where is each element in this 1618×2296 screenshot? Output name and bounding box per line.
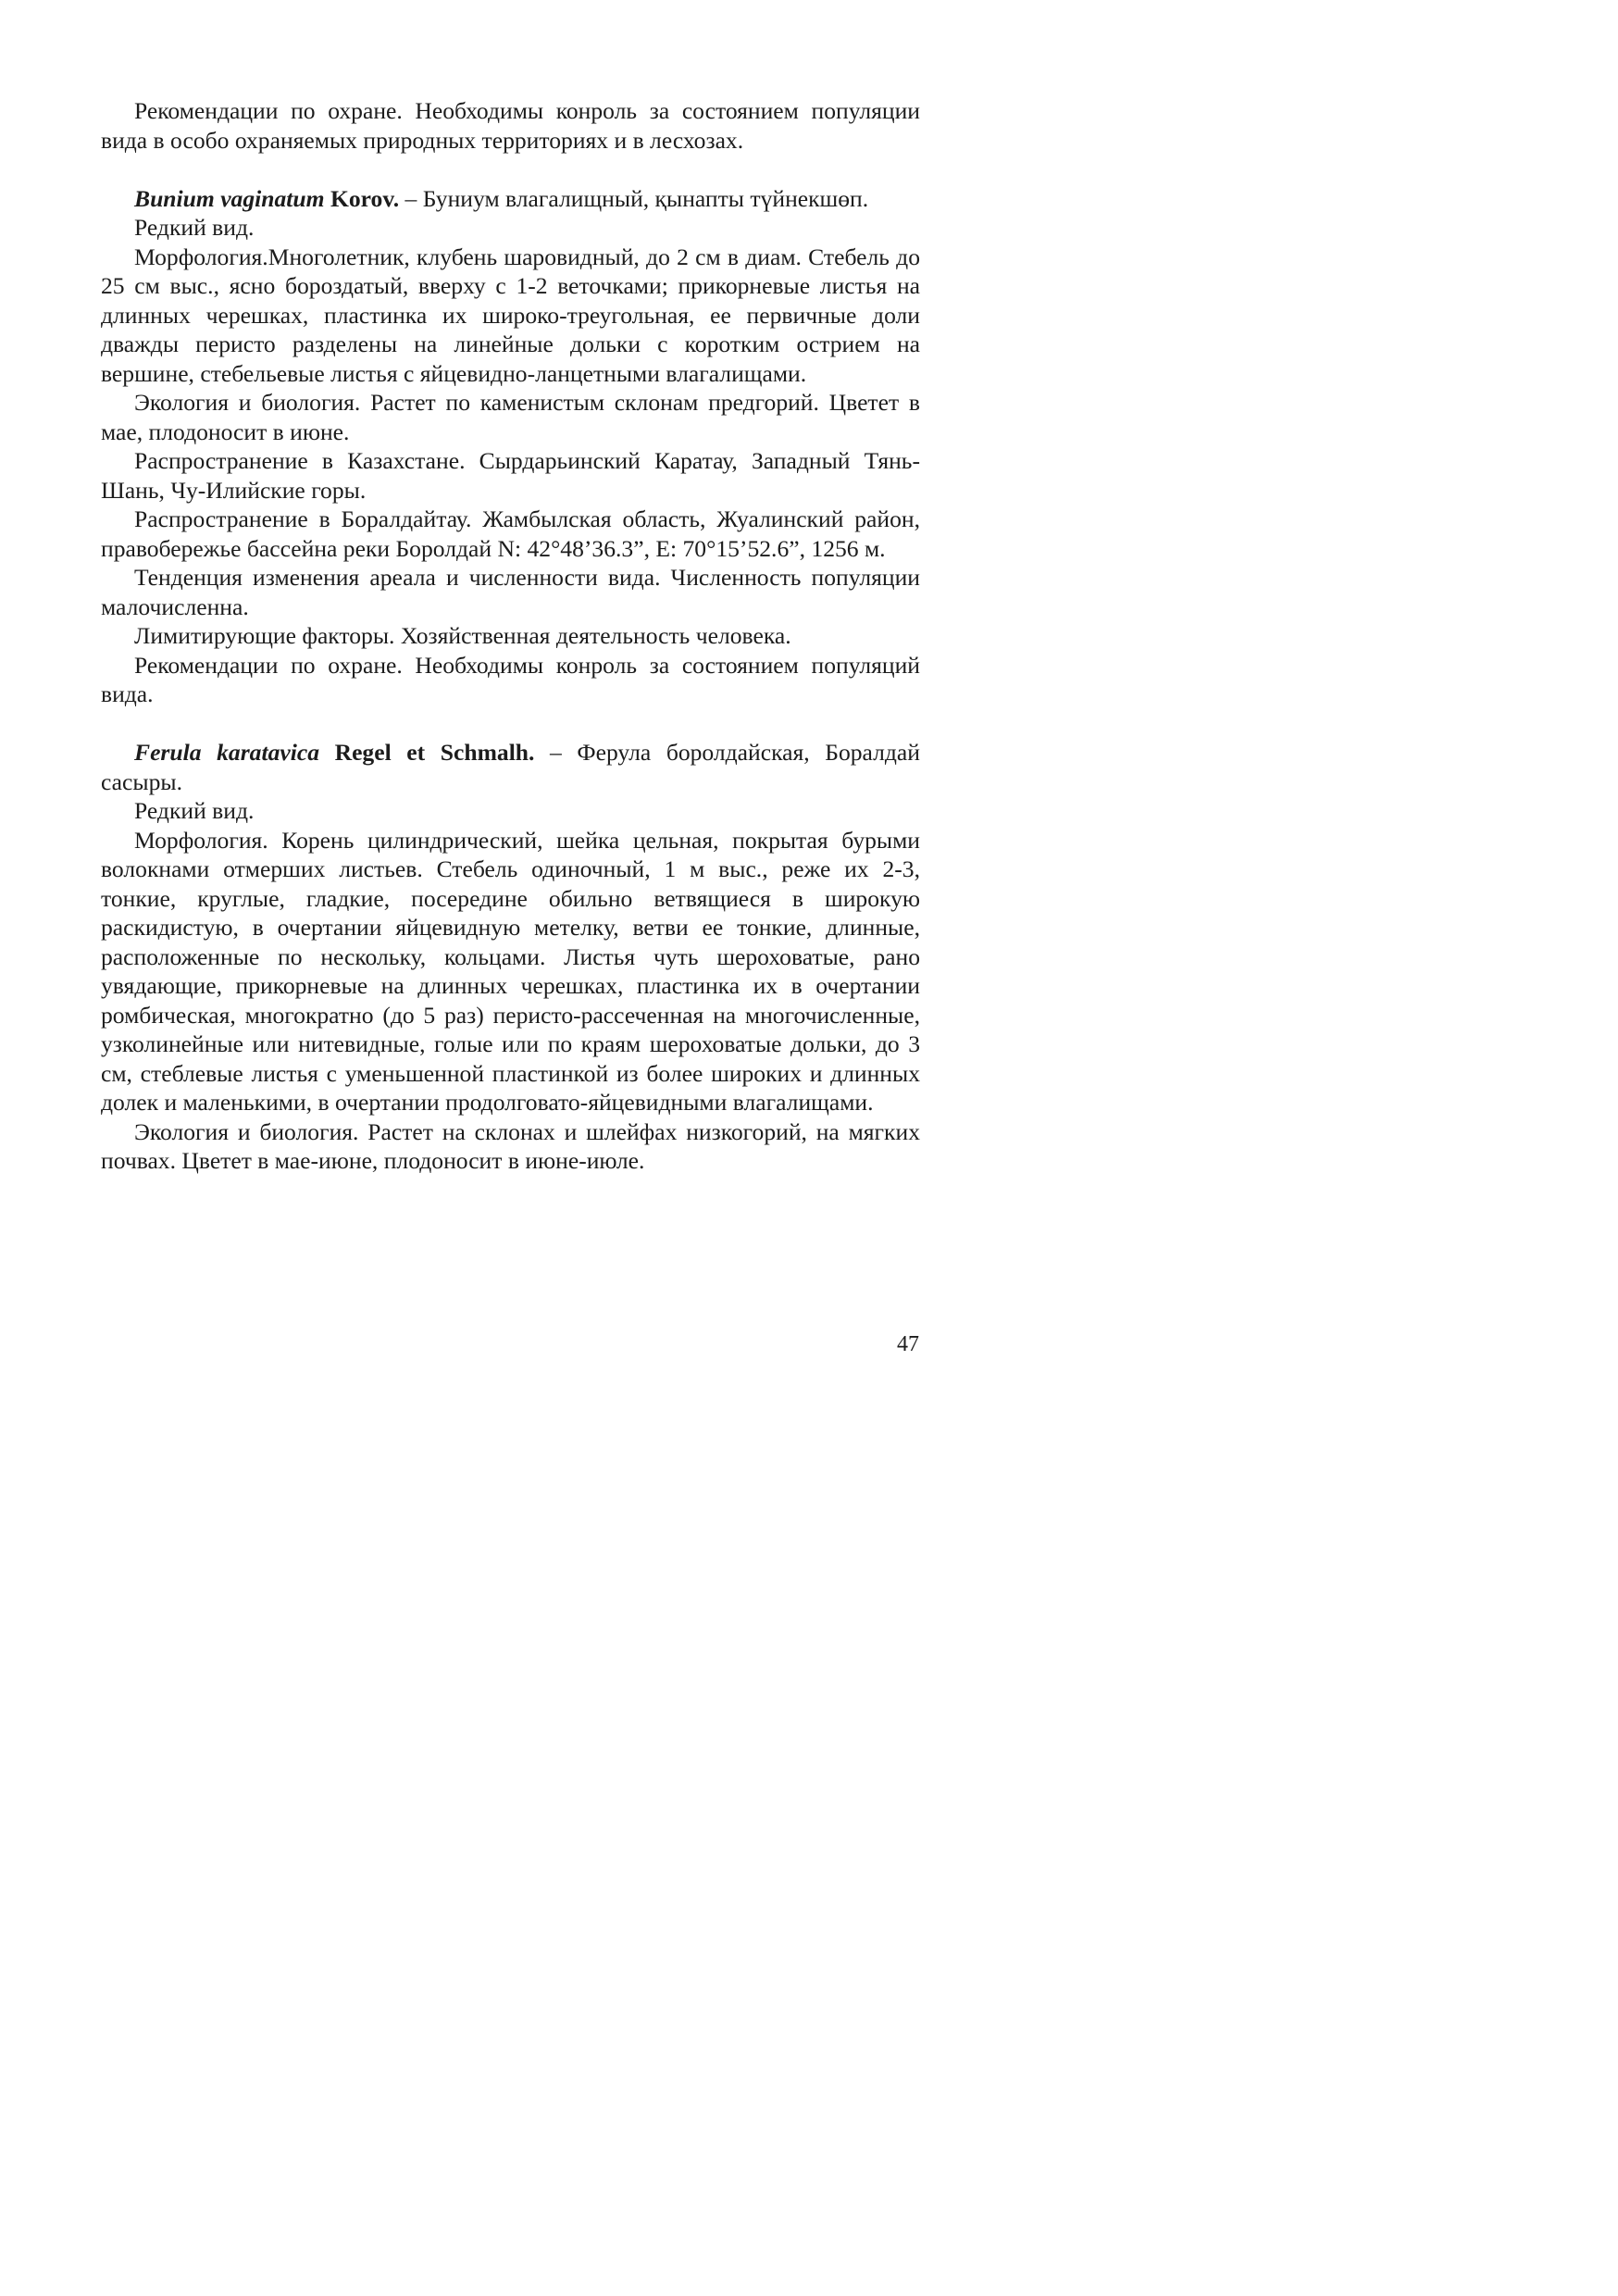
species-author: Korov. bbox=[330, 184, 400, 212]
section-gap bbox=[101, 155, 920, 184]
paragraph-status: Редкий вид. bbox=[134, 214, 255, 241]
species-common-names: – Буниум влагалищный, қынапты түйнекшөп. bbox=[399, 184, 869, 212]
section-gap bbox=[101, 709, 920, 739]
paragraph-ecology: Экология и биология. Растет на склонах и шлейфах низкогорий, на мягких почвах. Цветет в мае-июне, плодоносит в июне-июле. bbox=[101, 1117, 920, 1174]
paragraph-protection-recommendations: Рекомендации по охране. Необходимы конроль за состоянием популяций вида. bbox=[101, 651, 920, 707]
page-number: 47 bbox=[897, 1332, 919, 1356]
paragraph-ecology: Экология и биология. Растет по каменистым склонам предгорий. Цветет в мае, плодоносит в июне. bbox=[101, 389, 920, 445]
species-entry-bunium bbox=[101, 184, 920, 709]
paragraph-distribution-kazakhstan: Распространение в Казахстане. Сырдарьинский Каратау, Западный Тянь-Шань, Чу-Илийские горы. bbox=[101, 447, 920, 504]
paragraph-distribution-boraldaytau: Распространение в Боралдайтау. Жамбылская область, Жуалинский район, правобережье бассейна реки Боролдай N: 42°48’36.3”, E: 70°15’52.6”, 1256 м. bbox=[101, 505, 920, 562]
species-entry-ferula bbox=[101, 738, 920, 1176]
species-heading bbox=[101, 184, 920, 214]
species-author: Regel et Schmalh. bbox=[334, 739, 535, 766]
paragraph-limiting-factors: Лимитирующие факторы. Хозяйственная деятельность человека. bbox=[134, 622, 791, 649]
species-common-names: – Ферула боролдайская, Боралдай сасыры. bbox=[101, 739, 920, 795]
section-previous-species-end bbox=[101, 96, 920, 155]
species-latin-name: Ferula karatavica bbox=[134, 739, 319, 766]
paragraph-population-trend: Тенденция изменения ареала и численности вида. Численность популяции малочисленна. bbox=[101, 564, 920, 620]
paragraph-status: Редкий вид. bbox=[134, 797, 255, 824]
book-page bbox=[0, 0, 1018, 1445]
paragraph-protection-recommendations: Рекомендации по охране. Необходимы конроль за состоянием популяции вида в особо охраняемых природных территориях и в лесхозах. bbox=[101, 97, 920, 154]
paragraph-morphology: Морфология.Многолетник, клубень шаровидный, до 2 см в диам. Стебель до 25 см выс., ясно бороздатый, вверху с 1-2 веточками; прикорневые листья на длинных черешках, пластинка их широко-треугольная, ее первичные доли дважды перисто разделены на линейные дольки с коротким острием на вершине, стебельевые листья с яйцевидно-ланцетными влагалищами. bbox=[101, 243, 920, 387]
species-latin-name: Bunium vaginatum bbox=[134, 184, 325, 212]
paragraph-morphology: Морфология. Корень цилиндрический, шейка цельная, покрытая бурыми волокнами отмерших листьев. Стебель одиночный, 1 м выс., реже их 2-3, тонкие, круглые, гладкие, посередине обильно ветвящиеся в широкую раскидистую, в очертании яйцевидную метелку, ветви ее тонкие, длинные, расположенные по нескольку, кольцами. Листья чуть шероховатые, рано увядающие, прикорневые на длинных черешках, пластинка их в очертании ромбическая, многократно (до 5 раз) перисто-рассеченная на многочисленные, узколинейные или нитевидные, голые или по краям шероховатые дольки, до 3 см, стеблевые листья с уменьшенной пластинкой из более широких и длинных долек и маленькими, в очертании продолговато-яйцевидными влагалищами. bbox=[101, 826, 920, 1116]
species-heading bbox=[101, 738, 920, 796]
